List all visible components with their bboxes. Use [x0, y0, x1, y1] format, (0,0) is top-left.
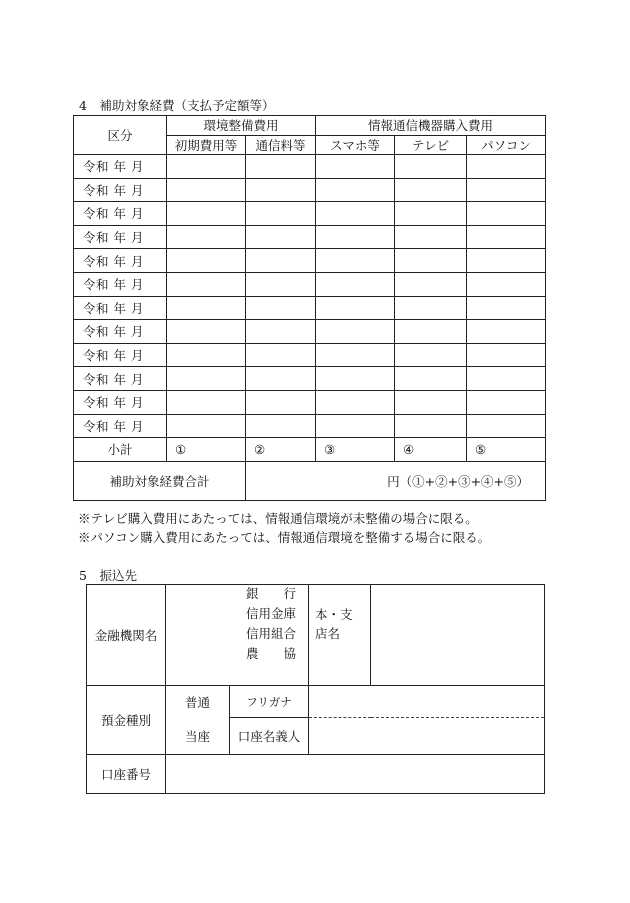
amount-cell-communication-fee[interactable]	[246, 272, 316, 296]
header-env-group: 環境整備費用	[167, 116, 316, 136]
amount-cell-pc[interactable]	[467, 343, 546, 367]
month-row	[74, 296, 546, 320]
header-smartphone: スマホ等	[316, 135, 395, 155]
amount-cell-initial-cost[interactable]	[167, 296, 246, 320]
amount-cell-smartphone[interactable]	[316, 178, 395, 202]
amount-cell-pc[interactable]	[467, 296, 546, 320]
amount-cell-pc[interactable]	[467, 225, 546, 249]
month-row	[74, 367, 546, 391]
amount-cell-tv[interactable]	[395, 390, 467, 414]
note-tv: ※テレビ購入費用にあたっては、情報通信環境が未整備の場合に限る。	[78, 511, 478, 526]
amount-cell-initial-cost[interactable]	[167, 225, 246, 249]
amount-cell-smartphone[interactable]	[316, 155, 395, 179]
amount-cell-communication-fee[interactable]	[246, 225, 316, 249]
account-holder-field[interactable]	[309, 718, 545, 755]
month-row-label[interactable]: 令和 年 月	[74, 390, 167, 414]
subtotal-mark-2[interactable]: ②	[246, 438, 316, 462]
amount-cell-smartphone[interactable]	[316, 249, 395, 273]
amount-cell-tv[interactable]	[395, 155, 467, 179]
amount-cell-pc[interactable]	[467, 390, 546, 414]
account-number-field[interactable]	[166, 755, 545, 794]
amount-cell-communication-fee[interactable]	[246, 367, 316, 391]
amount-cell-initial-cost[interactable]	[167, 343, 246, 367]
amount-cell-smartphone[interactable]	[316, 296, 395, 320]
note-pc: ※パソコン購入費用にあたっては、情報通信環境を整備する場合に限る。	[78, 530, 491, 545]
amount-cell-tv[interactable]	[395, 367, 467, 391]
month-row	[74, 249, 546, 273]
amount-cell-initial-cost[interactable]	[167, 414, 246, 438]
amount-cell-communication-fee[interactable]	[246, 320, 316, 344]
amount-cell-pc[interactable]	[467, 367, 546, 391]
subtotal-label: 小計	[74, 438, 167, 462]
amount-cell-initial-cost[interactable]	[167, 390, 246, 414]
month-row	[74, 178, 546, 202]
amount-cell-smartphone[interactable]	[316, 414, 395, 438]
amount-cell-tv[interactable]	[395, 178, 467, 202]
amount-cell-communication-fee[interactable]	[246, 296, 316, 320]
month-row-label[interactable]: 令和 年 月	[74, 296, 167, 320]
month-row-label[interactable]: 令和 年 月	[74, 155, 167, 179]
amount-cell-pc[interactable]	[467, 249, 546, 273]
bank-type-options	[246, 585, 296, 665]
branch-label-cell	[309, 585, 371, 686]
amount-cell-communication-fee[interactable]	[246, 390, 316, 414]
branch-label-2: 店名	[315, 626, 341, 641]
amount-cell-tv[interactable]	[395, 225, 467, 249]
month-row	[74, 272, 546, 296]
amount-cell-initial-cost[interactable]	[167, 178, 246, 202]
amount-cell-tv[interactable]	[395, 272, 467, 296]
amount-cell-smartphone[interactable]	[316, 320, 395, 344]
month-row-label[interactable]: 令和 年 月	[74, 249, 167, 273]
amount-cell-smartphone[interactable]	[316, 367, 395, 391]
amount-cell-smartphone[interactable]	[316, 202, 395, 226]
total-value[interactable]: 円（①+②+③+④+⑤）	[246, 461, 546, 500]
amount-cell-tv[interactable]	[395, 202, 467, 226]
header-kubun: 区分	[74, 116, 167, 155]
header-initial-cost: 初期費用等	[167, 135, 246, 155]
amount-cell-communication-fee[interactable]	[246, 343, 316, 367]
amount-cell-initial-cost[interactable]	[167, 155, 246, 179]
amount-cell-initial-cost[interactable]	[167, 272, 246, 296]
month-row	[74, 225, 546, 249]
amount-cell-smartphone[interactable]	[316, 272, 395, 296]
bank-name-field[interactable]	[166, 585, 309, 686]
amount-cell-pc[interactable]	[467, 414, 546, 438]
subtotal-mark-3[interactable]: ③	[316, 438, 395, 462]
month-row-label[interactable]: 令和 年 月	[74, 272, 167, 296]
amount-cell-tv[interactable]	[395, 343, 467, 367]
month-row-label[interactable]: 令和 年 月	[74, 343, 167, 367]
expense-table	[73, 115, 546, 501]
amount-cell-pc[interactable]	[467, 155, 546, 179]
amount-cell-initial-cost[interactable]	[167, 320, 246, 344]
section4-title: 4 補助対象経費（支払予定額等）	[79, 98, 275, 113]
branch-name-field[interactable]	[371, 585, 545, 686]
bank-transfer-table	[86, 584, 545, 794]
amount-cell-communication-fee[interactable]	[246, 414, 316, 438]
amount-cell-pc[interactable]	[467, 202, 546, 226]
section5-title: 5 振込先	[79, 568, 137, 583]
bank-type-bank[interactable]: 銀 行	[246, 586, 297, 601]
amount-cell-communication-fee[interactable]	[246, 202, 316, 226]
month-row-label[interactable]: 令和 年 月	[74, 202, 167, 226]
subtotal-mark-4[interactable]: ④	[395, 438, 467, 462]
deposit-type-label: 預金種別	[87, 686, 166, 755]
amount-cell-pc[interactable]	[467, 272, 546, 296]
furigana-label: フリガナ	[230, 686, 309, 718]
header-communication-fee: 通信料等	[246, 135, 316, 155]
month-row-label[interactable]: 令和 年 月	[74, 367, 167, 391]
month-row	[74, 343, 546, 367]
bank-type-nokyo[interactable]: 農 協	[246, 646, 297, 661]
amount-cell-tv[interactable]	[395, 414, 467, 438]
bank-label: 金融機関名	[87, 585, 166, 686]
subtotal-mark-5[interactable]: ⑤	[467, 438, 546, 462]
month-row	[74, 390, 546, 414]
amount-cell-tv[interactable]	[395, 320, 467, 344]
amount-cell-tv[interactable]	[395, 249, 467, 273]
month-row	[74, 414, 546, 438]
month-row-label[interactable]: 令和 年 月	[74, 414, 167, 438]
amount-cell-tv[interactable]	[395, 296, 467, 320]
furigana-field[interactable]	[309, 686, 545, 718]
deposit-type-options	[166, 686, 230, 755]
header-tv: テレビ	[395, 135, 467, 155]
header-device-group: 情報通信機器購入費用	[316, 116, 546, 136]
amount-cell-smartphone[interactable]	[316, 390, 395, 414]
bank-type-kumiai[interactable]: 信用組合	[246, 626, 297, 641]
header-pc: パソコン	[467, 135, 546, 155]
subtotal-mark-1[interactable]: ①	[167, 438, 246, 462]
amount-cell-communication-fee[interactable]	[246, 178, 316, 202]
month-row	[74, 320, 546, 344]
deposit-type-toza[interactable]: 当座	[184, 729, 210, 744]
amount-cell-pc[interactable]	[467, 320, 546, 344]
total-label: 補助対象経費合計	[74, 461, 246, 500]
amount-cell-smartphone[interactable]	[316, 225, 395, 249]
amount-cell-smartphone[interactable]	[316, 343, 395, 367]
month-row	[74, 155, 546, 179]
amount-cell-communication-fee[interactable]	[246, 155, 316, 179]
month-row-label[interactable]: 令和 年 月	[74, 320, 167, 344]
amount-cell-initial-cost[interactable]	[167, 367, 246, 391]
amount-cell-initial-cost[interactable]	[167, 202, 246, 226]
branch-label-1: 本・支	[315, 607, 353, 622]
month-row-label[interactable]: 令和 年 月	[74, 225, 167, 249]
account-holder-label: 口座名義人	[230, 718, 309, 755]
bank-type-shinkin[interactable]: 信用金庫	[246, 606, 297, 621]
amount-cell-pc[interactable]	[467, 178, 546, 202]
month-row-label[interactable]: 令和 年 月	[74, 178, 167, 202]
amount-cell-communication-fee[interactable]	[246, 249, 316, 273]
account-number-label: 口座番号	[87, 755, 166, 794]
deposit-type-futsu[interactable]: 普通	[184, 695, 210, 710]
amount-cell-initial-cost[interactable]	[167, 249, 246, 273]
month-row	[74, 202, 546, 226]
